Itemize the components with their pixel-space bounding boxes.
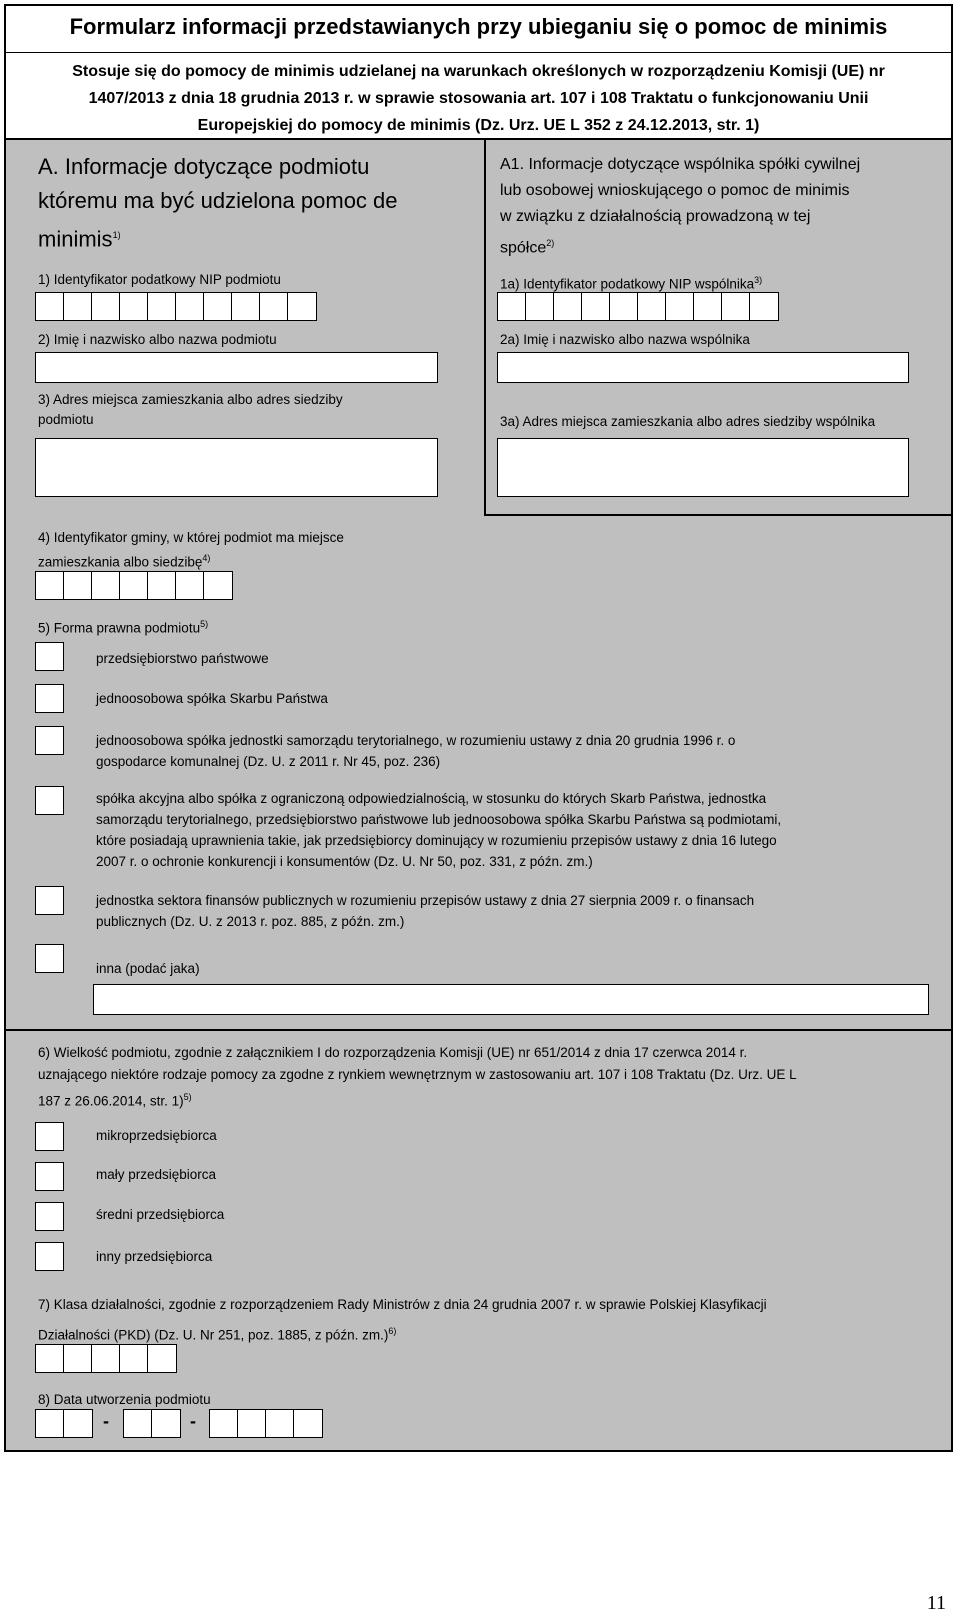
- page-number: 11: [926, 1592, 946, 1614]
- footnote-ref: 6): [388, 1326, 397, 1336]
- municipality-cells: [35, 571, 231, 600]
- form-subtitle: [16, 58, 941, 139]
- field-2a-label: 2a) Imię i nazwisko albo nazwa wspólnika: [500, 332, 750, 347]
- footnote-ref: 4): [202, 553, 211, 563]
- date-year-cell[interactable]: [293, 1409, 323, 1438]
- option-line: gospodarce komunalnej (Dz. U. z 2011 r. Nr 45, poz. 236): [96, 754, 441, 769]
- nip-partner-digit-cell[interactable]: [693, 292, 723, 321]
- pkd-cell[interactable]: [147, 1344, 177, 1373]
- form-title: Formularz informacji przedstawianych przy ubieganiu się o pomoc de minimis: [69, 14, 888, 39]
- nip-digit-cell[interactable]: [203, 292, 233, 321]
- date-separator: -: [190, 1411, 196, 1431]
- pkd-cells: [35, 1344, 175, 1373]
- field-5-label: [38, 614, 208, 639]
- nip-partner-digit-cell[interactable]: [637, 292, 667, 321]
- date-year-cell[interactable]: [237, 1409, 267, 1438]
- option-line: które posiadają uprawnienia takie, jak przedsiębiorcy dominujący w rozumieniu przepisów ustawy z dnia 16 lutego: [96, 833, 777, 848]
- label-text: 187 z 26.06.2014, str. 1): [38, 1093, 184, 1109]
- label-line: 6) Wielkość podmiotu, zgodnie z załącznikiem I do rozporządzenia Komisji (UE) nr 651/2014 z dnia 17 czerwca 2014 r.: [38, 1045, 748, 1060]
- size-checkbox-4[interactable]: [35, 1242, 64, 1271]
- municipality-digit-cell[interactable]: [175, 571, 205, 600]
- municipality-digit-cell[interactable]: [91, 571, 121, 600]
- date-month-cells: [123, 1409, 179, 1438]
- date-day-cell[interactable]: [35, 1409, 65, 1438]
- label-line: [38, 1086, 797, 1113]
- column-divider-bottom: [484, 514, 951, 516]
- field-1a-label: [500, 270, 762, 295]
- municipality-digit-cell[interactable]: [119, 571, 149, 600]
- option-line: jednostka sektora finansów publicznych w rozumieniu przepisów ustawy z dnia 27 sierpnia 2009 r. o finansach: [96, 893, 755, 908]
- nip-partner-cells: [497, 292, 777, 321]
- title-box: [6, 6, 951, 140]
- date-year-cells: [209, 1409, 321, 1438]
- legal-form-checkbox-6[interactable]: [35, 944, 64, 973]
- heading-line: [38, 218, 398, 256]
- label-text: 5) Forma prawna podmiotu: [38, 620, 201, 636]
- legal-form-option-5: [96, 890, 754, 932]
- municipality-digit-cell[interactable]: [63, 571, 93, 600]
- nip-partner-digit-cell[interactable]: [721, 292, 751, 321]
- legal-form-option-3: [96, 730, 735, 772]
- other-legal-form-field[interactable]: [93, 984, 929, 1015]
- name-field[interactable]: [35, 352, 438, 383]
- field-8-label: 8) Data utworzenia podmiotu: [38, 1392, 211, 1407]
- label-line: uznającego niektóre rodzaje pomocy za zgodne z rynkiem wewnętrznym w zastosowaniu art. 107 i 108 Traktatu (Dz. Urz. UE L: [38, 1067, 797, 1082]
- subtitle-line: Europejskiej do pomocy de minimis (Dz. Urz. UE L 352 z 24.12.2013, str. 1): [197, 117, 760, 134]
- field-6-label: [38, 1042, 797, 1113]
- nip-partner-digit-cell[interactable]: [553, 292, 583, 321]
- partner-name-field[interactable]: [497, 352, 909, 383]
- label-line: 3) Adres miejsca zamieszkania albo adres siedziby: [38, 392, 343, 407]
- nip-digit-cell[interactable]: [35, 292, 65, 321]
- nip-digit-cell[interactable]: [91, 292, 121, 321]
- field-3a-label: 3a) Adres miejsca zamieszkania albo adres siedziby wspólnika: [500, 414, 876, 429]
- date-year-cell[interactable]: [209, 1409, 239, 1438]
- size-option-1: mikroprzedsiębiorca: [96, 1128, 217, 1143]
- option-line: spółka akcyjna albo spółka z ograniczoną odpowiedzialnością, w stosunku do których Skarb Państwa, jednostka: [96, 791, 767, 806]
- size-option-2: mały przedsiębiorca: [96, 1167, 217, 1182]
- section-separator: [6, 1029, 951, 1031]
- date-day-cells: [35, 1409, 91, 1438]
- field-3-label: [38, 390, 343, 430]
- pkd-cell[interactable]: [63, 1344, 93, 1373]
- heading-line: A. Informacje dotyczące podmiotu: [38, 154, 370, 179]
- address-field[interactable]: [35, 438, 438, 497]
- heading-line: w związku z działalnością prowadzoną w tej: [500, 208, 811, 225]
- nip-digit-cell[interactable]: [63, 292, 93, 321]
- form-frame: [4, 4, 953, 1452]
- date-month-cell[interactable]: [151, 1409, 181, 1438]
- nip-partner-digit-cell[interactable]: [665, 292, 695, 321]
- footnote-ref: 5): [200, 619, 209, 629]
- field-2-label: 2) Imię i nazwisko albo nazwa podmiotu: [38, 332, 277, 347]
- option-line: 2007 r. o ochronie konkurencji i konsumentów (Dz. U. Nr 50, poz. 331, z późn. zm.): [96, 854, 593, 869]
- size-checkbox-3[interactable]: [35, 1202, 64, 1231]
- field-7-label: [38, 1292, 767, 1349]
- label-line: podmiotu: [38, 412, 94, 427]
- option-line: jednoosobowa spółka jednostki samorządu terytorialnego, w rozumieniu ustawy z dnia 20 grudnia 1996 r. o: [96, 733, 736, 748]
- footnote-ref: 2): [546, 238, 555, 248]
- pkd-cell[interactable]: [91, 1344, 121, 1373]
- footnote-ref: 5): [183, 1092, 192, 1102]
- legal-form-checkbox-5[interactable]: [35, 886, 64, 915]
- heading-line: A1. Informacje dotyczące wspólnika spółki cywilnej: [500, 156, 861, 173]
- nip-digit-cell[interactable]: [147, 292, 177, 321]
- size-checkbox-1[interactable]: [35, 1122, 64, 1151]
- nip-partner-digit-cell[interactable]: [749, 292, 779, 321]
- legal-form-option-2: jednoosobowa spółka Skarbu Państwa: [96, 691, 328, 706]
- footnote-ref: 3): [754, 275, 763, 285]
- label-text: 1a) Identyfikator podatkowy NIP wspólnika: [500, 276, 755, 292]
- heading-text: spółce: [500, 239, 547, 257]
- size-option-3: średni przedsiębiorca: [96, 1207, 225, 1222]
- label-text: zamieszkania albo siedzibę: [38, 554, 203, 570]
- date-day-cell[interactable]: [63, 1409, 93, 1438]
- title-rule: [6, 52, 951, 55]
- option-line: samorządu terytorialnego, przedsiębiorstwo państwowe lub jednoosobowa spółka Skarbu Państwa są podmiotami,: [96, 812, 782, 827]
- size-checkbox-2[interactable]: [35, 1162, 64, 1191]
- date-month-cell[interactable]: [123, 1409, 153, 1438]
- nip-digit-cell[interactable]: [119, 292, 149, 321]
- nip-digit-cell[interactable]: [231, 292, 261, 321]
- footnote-ref: 1): [112, 230, 121, 240]
- nip-partner-digit-cell[interactable]: [581, 292, 611, 321]
- nip-cells: [35, 292, 315, 321]
- label-text: Działalności (PKD) (Dz. U. Nr 251, poz. 1885, z późn. zm.): [38, 1327, 389, 1343]
- heading-line: któremu ma być udzielona pomoc de: [38, 188, 398, 213]
- heading-text: minimis: [38, 226, 113, 252]
- subtitle-line: Stosuje się do pomocy de minimis udzielanej na warunkach określonych w rozporządzeniu Komisji (UE) nr: [72, 63, 885, 80]
- section-a-heading: [38, 150, 398, 256]
- subtitle-line: 1407/2013 z dnia 18 grudnia 2013 r. w sprawie stosowania art. 107 i 108 Traktatu o funkcjonowaniu Unii: [88, 90, 869, 107]
- pkd-cell[interactable]: [35, 1344, 65, 1373]
- heading-line: [500, 230, 860, 261]
- legal-form-checkbox-2[interactable]: [35, 684, 64, 713]
- field-1-label: 1) Identyfikator podatkowy NIP podmiotu: [38, 272, 281, 287]
- legal-form-checkbox-1[interactable]: [35, 642, 64, 671]
- legal-form-option-4: [96, 788, 781, 872]
- field-4-label: [38, 528, 344, 573]
- label-line: 4) Identyfikator gminy, w której podmiot ma miejsce: [38, 530, 344, 545]
- section-a1-heading: [500, 152, 860, 261]
- date-year-cell[interactable]: [265, 1409, 295, 1438]
- size-option-4: inny przedsiębiorca: [96, 1249, 213, 1264]
- legal-form-checkbox-4[interactable]: [35, 786, 64, 815]
- heading-line: lub osobowej wnioskującego o pomoc de minimis: [500, 182, 850, 199]
- label-line: 7) Klasa działalności, zgodnie z rozporządzeniem Rady Ministrów z dnia 24 grudnia 2007 r. w sprawie Polskiej Klasyfikacji: [38, 1297, 767, 1312]
- nip-digit-cell[interactable]: [287, 292, 317, 321]
- nip-partner-digit-cell[interactable]: [497, 292, 527, 321]
- date-separator: -: [103, 1411, 109, 1431]
- pkd-cell[interactable]: [119, 1344, 149, 1373]
- nip-digit-cell[interactable]: [175, 292, 205, 321]
- legal-form-option-6: inna (podać jaka): [96, 961, 200, 976]
- municipality-digit-cell[interactable]: [147, 571, 177, 600]
- legal-form-checkbox-3[interactable]: [35, 726, 64, 755]
- municipality-digit-cell[interactable]: [203, 571, 233, 600]
- column-divider: [484, 140, 486, 516]
- label-line: [38, 548, 344, 573]
- nip-partner-digit-cell[interactable]: [525, 292, 555, 321]
- option-line: publicznych (Dz. U. z 2013 r. poz. 885, z późn. zm.): [96, 914, 405, 929]
- legal-form-option-1: przedsiębiorstwo państwowe: [96, 651, 269, 666]
- partner-address-field[interactable]: [497, 438, 909, 497]
- nip-partner-digit-cell[interactable]: [609, 292, 639, 321]
- municipality-digit-cell[interactable]: [35, 571, 65, 600]
- nip-digit-cell[interactable]: [259, 292, 289, 321]
